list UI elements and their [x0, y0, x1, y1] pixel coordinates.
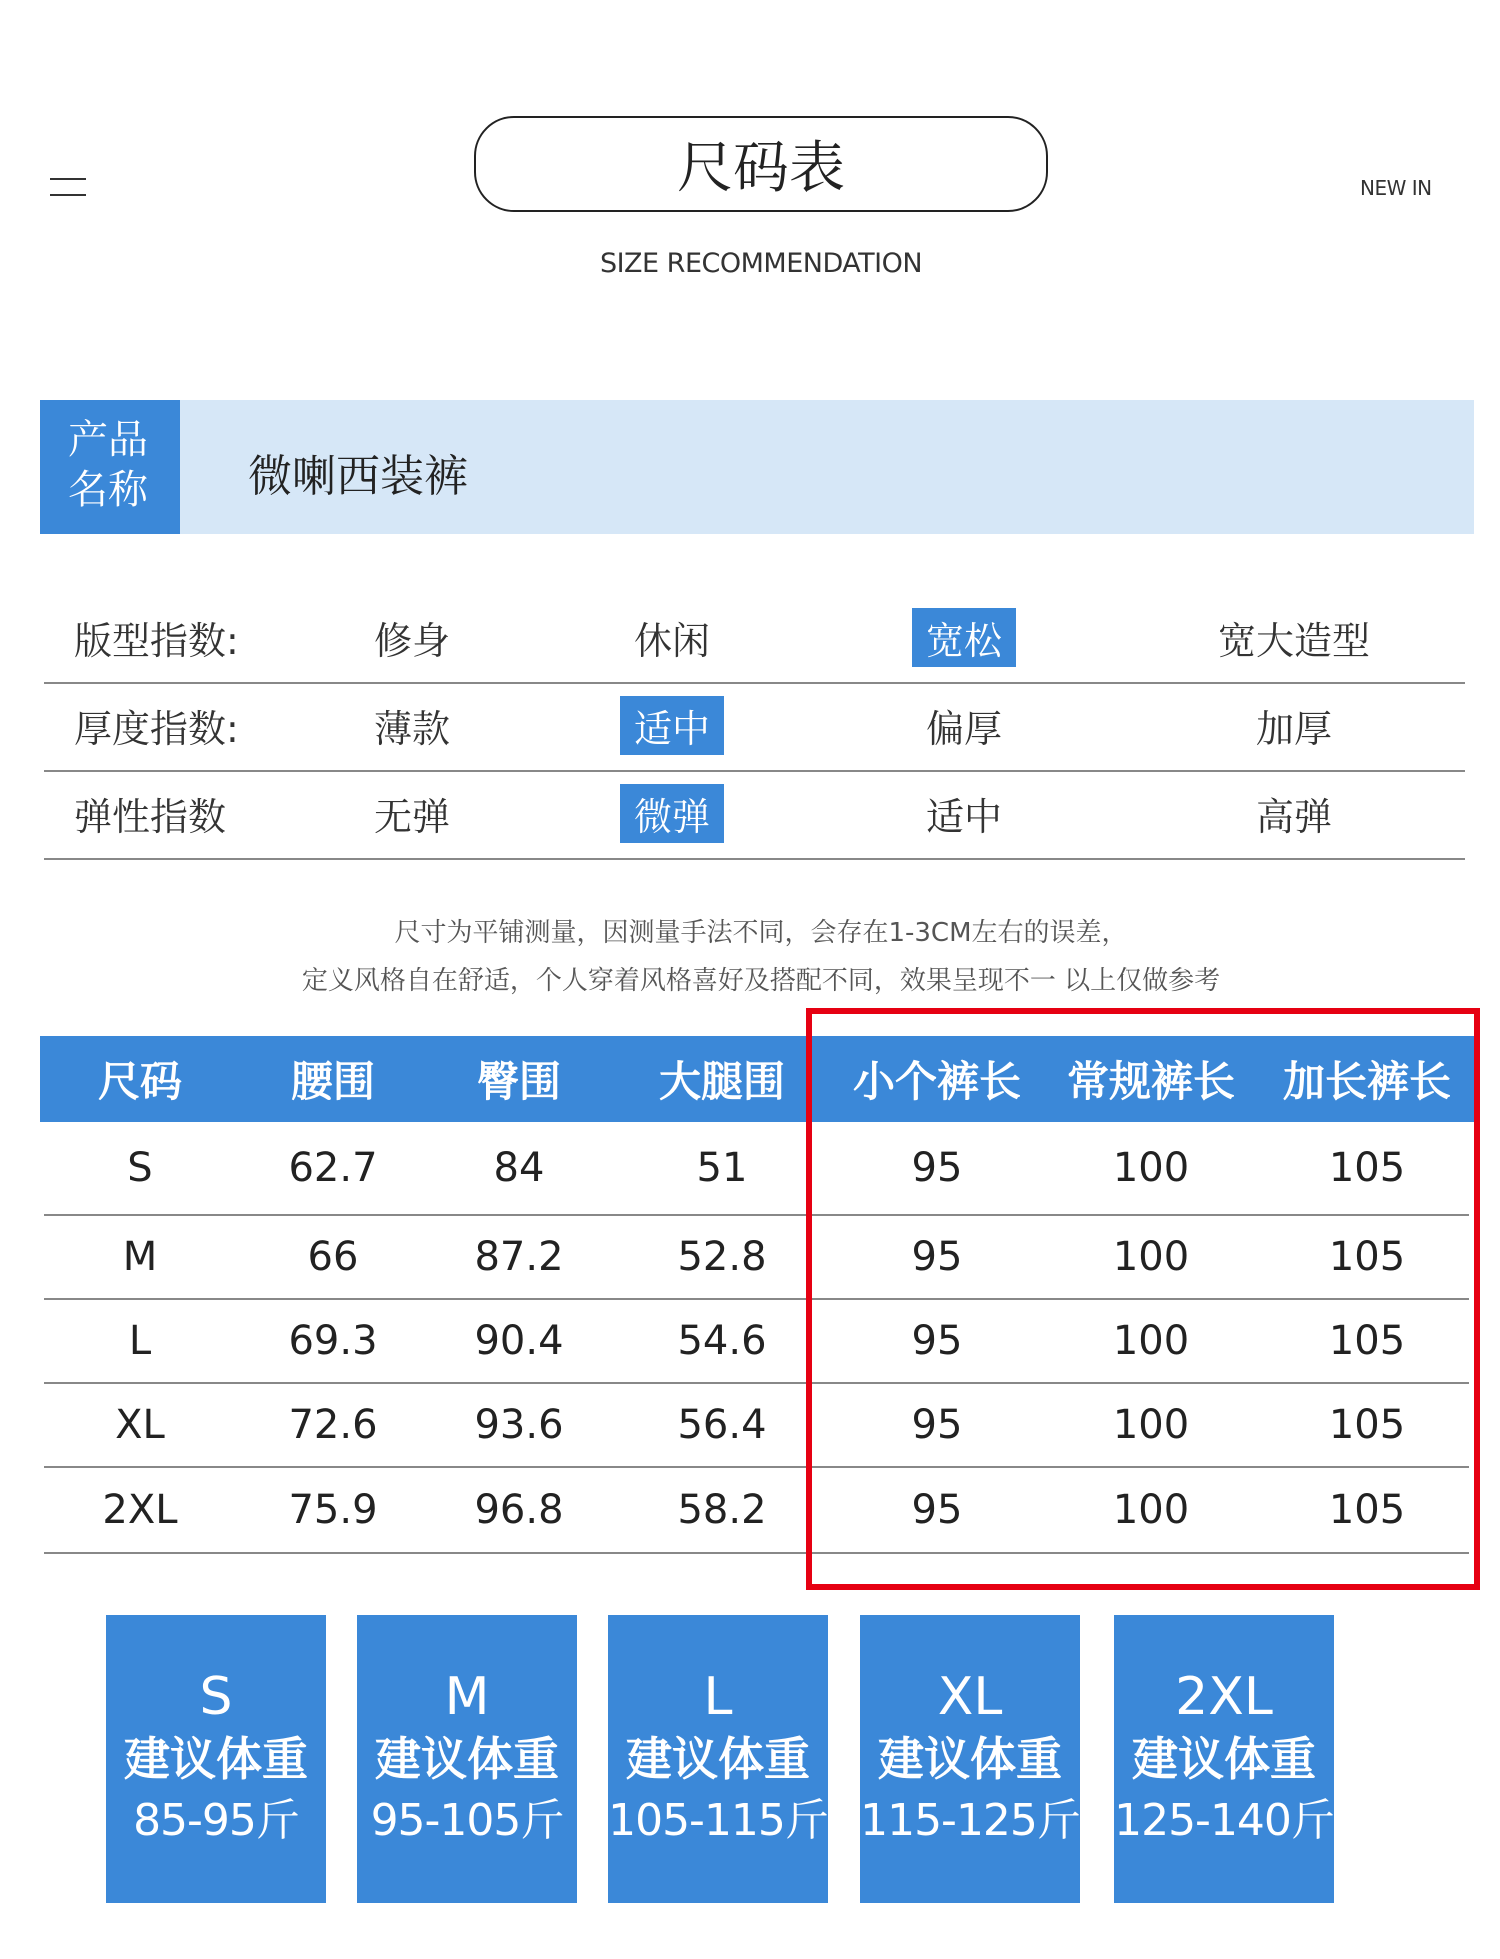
weight-size: M — [444, 1667, 490, 1727]
column-header: 尺码 — [97, 1057, 182, 1106]
product-name: 微喇西装裤 — [248, 451, 468, 502]
product-name-label — [40, 400, 180, 534]
index-option: 修身 — [374, 618, 451, 663]
table-cell: 51 — [696, 1145, 748, 1191]
weight-range: 105-115斤 — [608, 1795, 828, 1846]
index-option — [620, 770, 724, 856]
selected-option-badge: 适中 — [620, 696, 724, 755]
selected-option-badge: 微弹 — [620, 784, 724, 843]
table-cell: 100 — [1112, 1234, 1190, 1280]
column-header: 加长裤长 — [1282, 1057, 1451, 1106]
column-header: 常规裤长 — [1066, 1057, 1235, 1106]
column-header: 腰围 — [290, 1057, 375, 1106]
table-cell: 100 — [1112, 1145, 1190, 1191]
weight-range: 85-95斤 — [133, 1795, 299, 1846]
table-cell: 93.6 — [474, 1402, 564, 1448]
weight-box-2xl — [1114, 1615, 1334, 1903]
column-header: 臀围 — [476, 1057, 561, 1106]
weight-size: L — [703, 1667, 733, 1727]
index-option: 薄款 — [374, 706, 451, 751]
table-cell: 56.4 — [677, 1402, 767, 1448]
measurement-note-line2: 定义风格自在舒适，个人穿着风格喜好及搭配不同，效果呈现不一 以上仅做参考 — [301, 966, 1221, 996]
table-cell: 2XL — [102, 1487, 178, 1533]
table-cell: 96.8 — [474, 1487, 564, 1533]
table-cell: 95 — [911, 1234, 963, 1280]
table-cell: 100 — [1112, 1487, 1190, 1533]
index-row-fit — [44, 594, 1465, 684]
product-label-line1: 产品 — [68, 417, 148, 463]
weight-label: 建议体重 — [375, 1732, 559, 1786]
index-option: 宽大造型 — [1218, 618, 1371, 663]
table-cell: 72.6 — [288, 1402, 378, 1448]
weight-label: 建议体重 — [124, 1732, 308, 1786]
weight-range: 125-140斤 — [1114, 1795, 1334, 1846]
table-cell: 54.6 — [677, 1318, 767, 1364]
weight-size: XL — [937, 1667, 1003, 1727]
table-cell: 90.4 — [474, 1318, 564, 1364]
column-header: 小个裤长 — [852, 1057, 1021, 1106]
weight-box-xl — [860, 1615, 1080, 1903]
index-option: 无弹 — [374, 794, 451, 839]
weight-size: S — [199, 1667, 233, 1727]
weight-box-s — [106, 1615, 326, 1903]
weight-size: 2XL — [1175, 1667, 1273, 1727]
weight-range: 115-125斤 — [860, 1795, 1080, 1846]
index-option: 高弹 — [1256, 794, 1333, 839]
weight-label: 建议体重 — [1132, 1732, 1316, 1786]
table-cell: 95 — [911, 1487, 963, 1533]
table-cell: 69.3 — [288, 1318, 378, 1364]
index-row-elasticity — [44, 770, 1465, 860]
weight-label: 建议体重 — [626, 1732, 810, 1786]
weight-box-m — [357, 1615, 577, 1903]
table-cell: 87.2 — [474, 1234, 564, 1280]
table-cell: 105 — [1328, 1145, 1406, 1191]
table-cell: 95 — [911, 1145, 963, 1191]
column-header: 大腿围 — [658, 1057, 785, 1106]
table-cell: S — [127, 1145, 153, 1191]
index-row-thickness — [44, 682, 1465, 772]
page-subtitle: SIZE RECOMMENDATION — [599, 248, 923, 279]
table-cell: 66 — [307, 1234, 359, 1280]
table-cell: 58.2 — [677, 1487, 767, 1533]
table-cell: L — [128, 1318, 152, 1364]
index-option — [620, 682, 724, 768]
table-cell: 105 — [1328, 1234, 1406, 1280]
table-cell: 84 — [493, 1145, 545, 1191]
selected-option-badge: 宽松 — [912, 608, 1016, 667]
table-cell: XL — [115, 1402, 165, 1448]
table-cell: 105 — [1328, 1318, 1406, 1364]
index-option: 加厚 — [1256, 706, 1333, 751]
index-option: 适中 — [926, 794, 1003, 839]
weight-label: 建议体重 — [878, 1732, 1062, 1786]
table-cell: 62.7 — [288, 1145, 378, 1191]
new-in-label: NEW IN — [1360, 176, 1432, 200]
table-cell: M — [122, 1234, 158, 1280]
table-cell: 100 — [1112, 1318, 1190, 1364]
table-cell: 52.8 — [677, 1234, 767, 1280]
length-columns-highlight — [806, 1008, 1480, 1590]
table-cell: 105 — [1328, 1402, 1406, 1448]
table-cell: 95 — [911, 1318, 963, 1364]
weight-box-l — [608, 1615, 828, 1903]
index-option — [912, 594, 1016, 680]
table-cell: 75.9 — [288, 1487, 378, 1533]
index-option: 休闲 — [634, 618, 711, 663]
page-title: 尺码表 — [474, 116, 1048, 212]
index-label: 版型指数: — [74, 618, 239, 663]
index-option: 偏厚 — [926, 706, 1003, 751]
measurement-note-line1: 尺寸为平铺测量，因测量手法不同，会存在1-3CM左右的误差， — [394, 918, 1128, 948]
index-label: 弹性指数 — [74, 794, 227, 839]
product-label-line2: 名称 — [68, 467, 148, 513]
menu-icon[interactable] — [50, 174, 86, 198]
table-cell: 95 — [911, 1402, 963, 1448]
table-cell: 105 — [1328, 1487, 1406, 1533]
weight-range: 95-105斤 — [370, 1795, 564, 1846]
table-cell: 100 — [1112, 1402, 1190, 1448]
index-label: 厚度指数: — [74, 706, 239, 751]
